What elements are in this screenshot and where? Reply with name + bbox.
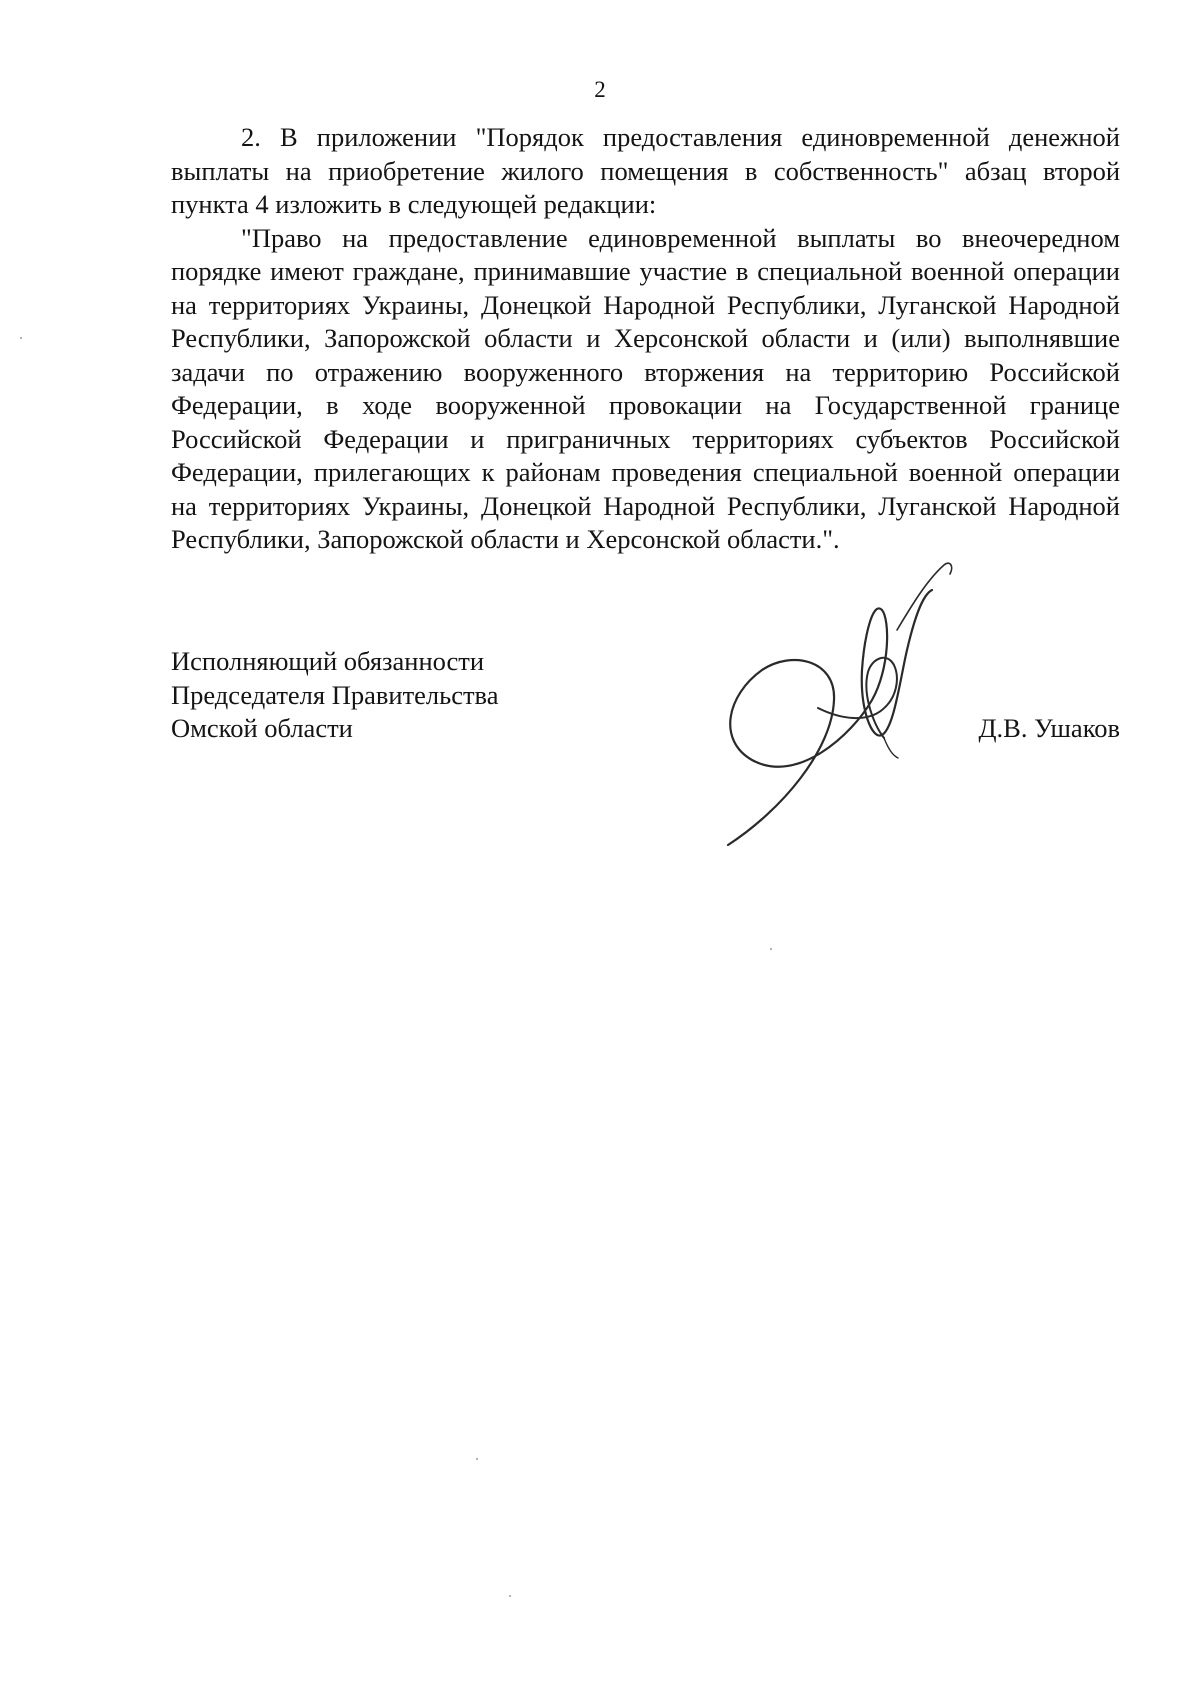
- scan-speck: [20, 337, 22, 339]
- scan-speck: [509, 1595, 511, 1597]
- signatory-title-line: Омской области: [171, 713, 353, 743]
- page-number: 2: [594, 77, 606, 102]
- paragraph-amendment-text: "Право на предоставление единовременной выплаты во внеочередном порядке имеют граждане, принимавшие участие в специальной военной операции на территориях Украины, Донецкой Народной Республики, Луганской Народной Республики, Запорожской области и Херсонской области и (или) выполнявшие задачи по отражению вооруженного вторжения на территорию Российской Федерации, в ходе вооруженной провокации на Государственной границе Российской Федерации и приграничных территориях субъектов Российской Федерации, прилегающих к районам проведения специальной военной операции на территориях Украины, Донецкой Народной Республики, Луганской Народной Республики, Запорожской области и Херсонской области.".: [171, 222, 1120, 554]
- paragraph-amendment-instruction: 2. В приложении "Порядок предоставления единовременной денежной выплаты на приобретение жилого помещения в собственность" абзац второй пункта 4 изложить в следующей редакции:: [171, 122, 1120, 219]
- signatory-name: Д.В. Ушаков: [978, 713, 1120, 743]
- signatory-title-block: [171, 645, 499, 746]
- signature-main-stroke: [728, 590, 932, 845]
- signatory-title-line: Исполняющий обязанности: [171, 646, 485, 676]
- scan-speck: [476, 1458, 478, 1460]
- signature-tail-stroke: [884, 738, 898, 758]
- document-body: [171, 121, 1120, 557]
- signatory-title-line: Председателя Правительства: [171, 679, 499, 710]
- scan-speck: [770, 948, 772, 950]
- handwritten-signature: [722, 560, 997, 860]
